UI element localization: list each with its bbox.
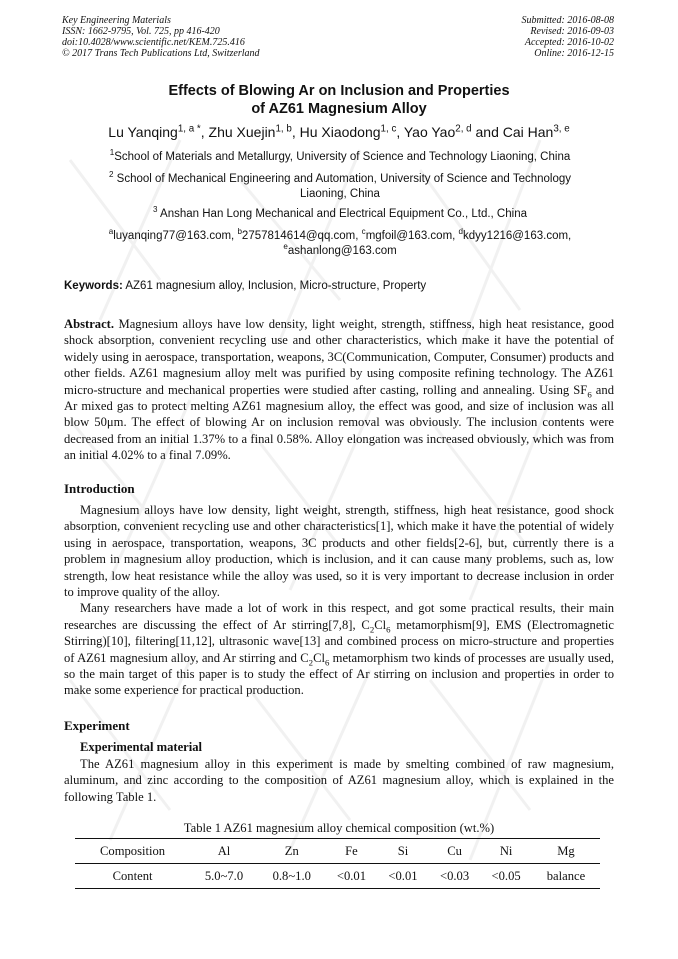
submitted-date: Submitted: 2016-08-08 (521, 15, 614, 26)
table-header-cell: Ni (499, 843, 513, 858)
table-cell: <0.05 (491, 868, 521, 883)
journal-name: Key Engineering Materials (62, 15, 171, 26)
dates-info (522, 15, 615, 59)
table-header-cell: Fe (345, 843, 358, 858)
journal-info (62, 15, 260, 59)
paragraph: Magnesium alloys have low density, light weight, strength, stiffness, high heat resistance, good shock absorption, convenient recycling use and other characteristics[1], which make it have the potential of widely using in aerospace, transportation, weapons, 3C products and other fields[2-6], but, currently there is a problem in magnesium alloy production, which is inclusion, and it can cause many problems, such as, low strength, low heat resistance while the alloy was used, so it is very important to decrease inclusion in order to improve quality of the alloy. (64, 503, 614, 600)
paragraph: The AZ61 magnesium alloy in this experiment is made by smelting combined of raw magnesium, aluminum, and zinc according to the composition of AZ61 magnesium alloy, which is explained in the following Table 1. (64, 757, 614, 804)
table-header-cell: Si (397, 843, 409, 858)
table-cell: <0.01 (336, 868, 366, 883)
revised-date: Revised: 2016-09-03 (530, 26, 614, 37)
online-date: Online: 2016-12-15 (534, 48, 614, 59)
introduction-text (64, 502, 614, 699)
composition-table (75, 838, 600, 889)
email-link[interactable]: kdyy1216@163.com, (463, 230, 572, 242)
experimental-material-subheading: Experimental material (80, 740, 203, 754)
author-affil-sup: 1, c (380, 123, 397, 135)
paragraph: Many researchers have made a lot of work in this respect, and got some practical results, their main researches are discussing the effect of Ar stirring[7,8], $C_2Cl_6$ metamorphism[9], EMS (Electromagnetic Stirring)[10], filtering[11,12], ultrasonic wave[13] and combined process on micro-structure and properties of AZ61 magnesium alloy, and Ar stirring and $C_2Cl_6$ metamorphism two kinds of processes are usually used, so the main target of this paper is to study the effect of Ar stirring on inclusion and properties in order to make some experience for practical production. (64, 601, 615, 698)
author-affil-sup: 3, e (553, 123, 570, 135)
author-affil-sup: 2, d (455, 123, 472, 135)
author-name: Zhu Xuejin (208, 124, 276, 140)
table-header-cell: Composition (100, 843, 166, 858)
accepted-date: Accepted: 2016-10-02 (524, 37, 614, 48)
experiment-text (64, 756, 614, 805)
copyright: © 2017 Trans Tech Publications Ltd, Switzerland (62, 48, 260, 59)
abstract-label: Abstract. (64, 317, 115, 331)
table-cell: Content (112, 868, 153, 883)
title-line-2: of AZ61 Magnesium Alloy (251, 101, 427, 117)
table-cell: <0.01 (388, 868, 418, 883)
keywords-text: AZ61 magnesium alloy, Inclusion, Micro-structure, Property (122, 280, 427, 292)
table-row (75, 864, 600, 889)
table-cell: <0.03 (439, 868, 470, 883)
introduction-heading: Introduction (64, 481, 135, 496)
author-name: Yao Yao (403, 124, 456, 140)
table-cell: balance (546, 868, 586, 883)
author-name: Lu Yanqing (108, 124, 178, 140)
keywords-label: Keywords: (64, 280, 123, 292)
table-cell: 0.8~1.0 (272, 868, 311, 883)
email-link[interactable]: mgfoil@163.com, (365, 230, 459, 242)
author-list: Lu Yanqing$^{1, a *}$, Zhu Xuejin$^{1, b}$, Hu Xiaodong$^{1, c}$, Yao Yao$^{2, d}$ and Cai Han$^{3, e}$ (108, 123, 570, 140)
abstract: Abstract. Magnesium alloys have low density, light weight, strength, stiffness, high heat resistance, good shock absorption, convenient recycling use and other characteristics, which make it have the potential of widely using in aerospace, transportation, weapons, 3C(Communication, Computer, Consumer) products and other fields. AZ61 magnesium alloy melt was purified by using composite refining technology. The AZ61 micro-structure and mechanical properties were studied after casting, rolling and annealing. Using $SF_6$ and Ar mixed gas to protect melting AZ61 magnesium alloy, the effect was good, and size of inclusion was all blow 50μm. The effect of blowing Ar on inclusion removal was obviously. The inclusion contents were decreased from an initial 1.37% to a final 0.58%. Alloy elongation was increased obviously, which was from an initial 4.02% to a final 7.09%. (64, 317, 614, 463)
author-affil-sup: 1, a * (177, 123, 201, 135)
table-header-cell: Al (217, 843, 231, 858)
affiliation-2: $^2$ School of Mechanical Engineering and Automation, University of Science and Technology Liaoning, China (109, 170, 571, 200)
author-name: Hu Xiaodong (299, 124, 381, 140)
doi: doi:10.4028/www.scientific.net/KEM.725.416 (62, 37, 245, 48)
experiment-heading: Experiment (64, 718, 130, 733)
issn: ISSN: 1662-9795, Vol. 725, pp 416-420 (62, 26, 220, 37)
keywords (64, 280, 616, 292)
paper-title (0, 82, 678, 118)
table-header-cell: Mg (557, 843, 575, 858)
affiliation-3: $^3$ Anshan Han Long Mechanical and Electrical Equipment Co., Ltd., China (153, 205, 527, 220)
table-header-row (75, 839, 600, 864)
title-line-1: Effects of Blowing Ar on Inclusion and Properties (168, 83, 510, 99)
table-cell: 5.0~7.0 (204, 868, 244, 883)
table-header-cell: Zn (284, 843, 299, 858)
email-list: $^a$luyanqing77@163.com, $^b$2757814614@qq.com, $^c$mgfoil@163.com, $^d$kdyy1216@163.com, $^e$ashanlong@163.com (108, 227, 572, 257)
author-affil-sup: 1, b (275, 123, 292, 135)
author-name: Cai Han (502, 124, 554, 140)
email-link[interactable]: luyanqing77@163.com, (113, 230, 238, 242)
table-caption: Table 1 AZ61 magnesium alloy chemical composition (wt.%) (183, 821, 495, 835)
table-header-cell: Cu (447, 843, 462, 858)
email-link[interactable]: 2757814614@qq.com, (241, 230, 362, 242)
email-link[interactable]: ashanlong@163.com (287, 245, 397, 257)
affiliation-1: $^1$School of Materials and Metallurgy, University of Science and Technology Liaoning, China (109, 148, 571, 163)
